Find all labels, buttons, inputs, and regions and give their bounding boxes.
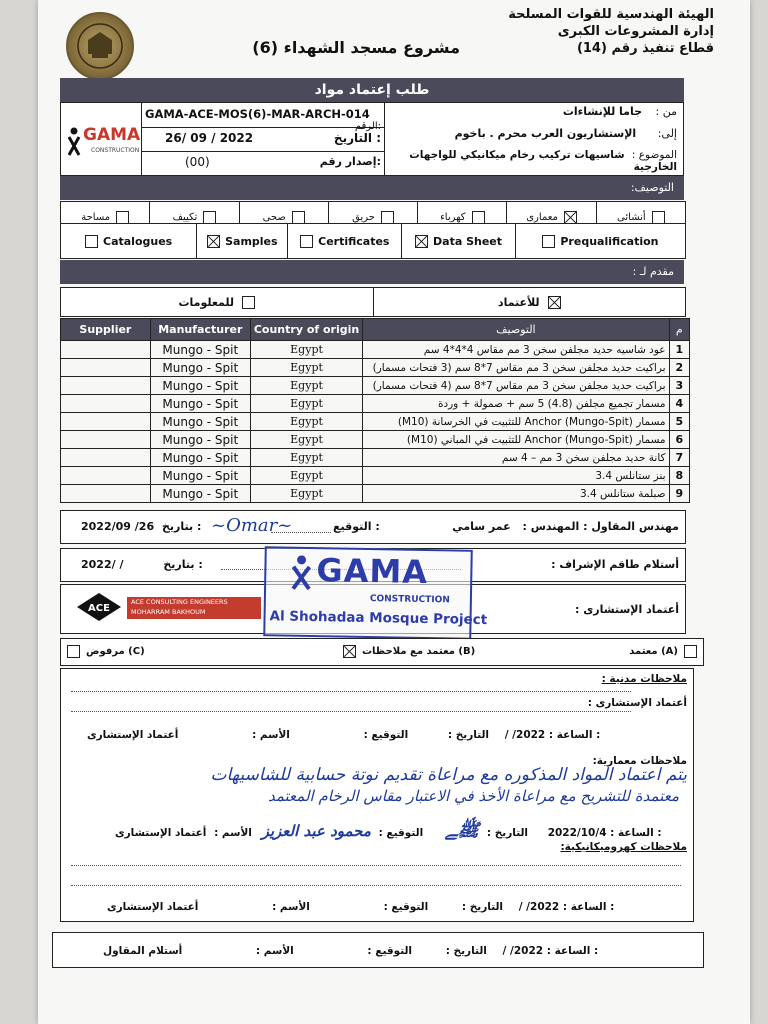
civil-name-label: الأسم : bbox=[252, 729, 290, 741]
stamp-gama-mark-icon bbox=[290, 555, 313, 591]
engineer-label: مهندس المقاول : المهندس : bbox=[522, 520, 679, 533]
cell-description: مسمار Anchor (Mungo-Spit) للتثبيت في الخرسانة (M10) bbox=[363, 413, 669, 431]
cell-manufacturer: Mungo - Spit bbox=[150, 467, 250, 485]
cell-origin: Egypt bbox=[250, 485, 362, 503]
doc-catalogues[interactable]: Catalogues bbox=[61, 224, 196, 258]
status-row bbox=[60, 638, 704, 666]
to-value: الإستشاريون العرب محرم . باخوم bbox=[454, 127, 637, 140]
cell-origin: Egypt bbox=[250, 449, 362, 467]
header-origin: Country of origin bbox=[250, 319, 362, 341]
engineer-signature: ~Omar~ bbox=[211, 515, 293, 536]
cell-supplier bbox=[61, 485, 151, 503]
doc-prequalification[interactable]: Prequalification bbox=[515, 224, 685, 258]
checkbox-hvac[interactable] bbox=[203, 211, 216, 224]
discipline-plumbing[interactable]: صحى bbox=[239, 202, 328, 232]
checkbox-approved-notes[interactable] bbox=[343, 645, 356, 658]
cell-manufacturer: Mungo - Spit bbox=[150, 449, 250, 467]
cell-supplier bbox=[61, 395, 151, 413]
rev-value: (00) bbox=[185, 155, 210, 169]
arch-handwritten-line1: يتم اعتماد المواد المذكوره مع مراعاة تقديم نوتة حسابية للشاسيهات bbox=[210, 765, 687, 785]
cell-no: 5 bbox=[669, 413, 689, 431]
cell-description: براكيت حديد مجلفن سخن 3 مم مقاس 7*8 سم (4 فتحات مسمار) bbox=[363, 377, 669, 395]
table-row bbox=[61, 413, 690, 431]
date-value: 26/ 09 / 2022 bbox=[165, 131, 254, 145]
arch-date-value: 2022/10/4 bbox=[547, 827, 607, 839]
cell-origin: Egypt bbox=[250, 377, 362, 395]
checkbox-datasheet[interactable] bbox=[415, 235, 428, 248]
cell-no: 1 bbox=[669, 341, 689, 359]
cell-description: كانة حديد مجلفن سخن 3 مم – 4 سم bbox=[363, 449, 669, 467]
engineer-date-value: 2022/09 /26 bbox=[81, 520, 155, 533]
org-line-1: الهيئة الهندسية للقوات المسلحة bbox=[508, 7, 714, 22]
svg-text:ACE: ACE bbox=[88, 603, 110, 614]
checkbox-plumbing[interactable] bbox=[292, 211, 305, 224]
mep-sign-label: التوقيع : bbox=[383, 901, 429, 913]
cell-description: بنز ستانلس 3.4 bbox=[363, 467, 669, 485]
header-no: م bbox=[669, 319, 689, 341]
civil-date-label: التاريخ : bbox=[447, 729, 490, 741]
table-row bbox=[61, 485, 690, 503]
mep-approval-label: أعتماد الإستشارى : bbox=[107, 901, 615, 913]
cell-supplier bbox=[61, 341, 151, 359]
stamp-sub: CONSTRUCTION bbox=[369, 594, 450, 606]
civil-approval-label-2: أعتماد الإستشارى : bbox=[87, 729, 601, 741]
subject-value: شاسيهات تركيب رخام ميكانيكي للواجهات الخارجية bbox=[409, 149, 677, 173]
civil-time-label: الساعة : bbox=[548, 729, 593, 741]
cell-manufacturer: Mungo - Spit bbox=[150, 395, 250, 413]
cell-origin: Egypt bbox=[250, 431, 362, 449]
notes-block bbox=[60, 668, 694, 922]
org-line-2: إدارة المشروعات الكبرى bbox=[557, 24, 714, 39]
project-title: مشروع مسجد الشهداء (6) bbox=[252, 38, 460, 57]
cell-description: صبلمة ستانلس 3.4 bbox=[363, 485, 669, 503]
table-row bbox=[61, 449, 690, 467]
cell-origin: Egypt bbox=[250, 359, 362, 377]
emblem-icon bbox=[68, 14, 132, 78]
table-row bbox=[61, 467, 690, 485]
checkbox-rejected[interactable] bbox=[67, 645, 80, 658]
status-approved[interactable]: معتمد (A) bbox=[629, 645, 697, 658]
checkbox-samples[interactable] bbox=[207, 235, 220, 248]
table-row bbox=[61, 395, 690, 413]
mep-date-label: التاريخ : bbox=[461, 901, 504, 913]
gama-mark-icon bbox=[67, 127, 81, 157]
section-submitted-for: مقدم لـ : bbox=[60, 260, 684, 284]
items-table bbox=[60, 318, 690, 503]
status-rejected[interactable]: مرفوض (C) bbox=[67, 645, 145, 658]
cell-description: براكيت حديد مجلفن سخن 3 مم مقاس 7*8 سم (3 فتحات مسمار) bbox=[363, 359, 669, 377]
rev-label: إصدار رقم: bbox=[319, 155, 381, 168]
arch-signature: ﷺﮯ bbox=[444, 820, 480, 841]
discipline-structural[interactable]: أنشائى bbox=[596, 202, 685, 232]
info-block bbox=[60, 102, 684, 176]
discipline-architectural[interactable]: معمارى bbox=[506, 202, 595, 232]
mep-notes-title: ملاحظات كهروميكانيكية: bbox=[560, 841, 687, 853]
discipline-survey[interactable]: مساحة bbox=[61, 202, 149, 232]
cell-manufacturer: Mungo - Spit bbox=[150, 413, 250, 431]
table-row bbox=[61, 341, 690, 359]
cell-supplier bbox=[61, 377, 151, 395]
cell-manufacturer: Mungo - Spit bbox=[150, 485, 250, 503]
ref-label: الرقم: bbox=[354, 121, 381, 132]
checkbox-structural[interactable] bbox=[652, 211, 665, 224]
arch-date-label: التاريخ : bbox=[486, 827, 529, 839]
checkbox-fire[interactable] bbox=[381, 211, 394, 224]
cell-no: 4 bbox=[669, 395, 689, 413]
cell-supplier bbox=[61, 431, 151, 449]
cell-no: 7 bbox=[669, 449, 689, 467]
arch-name-label: الأسم : bbox=[214, 827, 252, 839]
civil-date-value: 2022/ / bbox=[504, 729, 546, 741]
from-label: من : bbox=[655, 105, 677, 118]
receipt-label: أستلام المقاول : bbox=[103, 945, 599, 957]
mep-time-label: الساعة : bbox=[562, 901, 607, 913]
doc-datasheet[interactable]: Data Sheet bbox=[401, 224, 515, 258]
cell-supplier bbox=[61, 449, 151, 467]
ace-logo bbox=[61, 585, 261, 633]
cell-supplier bbox=[61, 413, 151, 431]
cell-origin: Egypt bbox=[250, 467, 362, 485]
civil-sign-label: التوقيع : bbox=[363, 729, 409, 741]
supervision-date-value: 2022/ / bbox=[81, 558, 124, 571]
ace-name-line1: ACE CONSULTING ENGINEERS bbox=[131, 598, 228, 606]
purpose-approval[interactable]: للأعتماد bbox=[373, 288, 686, 316]
table-row bbox=[61, 377, 690, 395]
discipline-fire[interactable]: حريق bbox=[328, 202, 417, 232]
cell-manufacturer: Mungo - Spit bbox=[150, 377, 250, 395]
engineer-sign-label: التوقيع : bbox=[333, 520, 380, 533]
stamp-name: GAMA bbox=[316, 551, 429, 592]
date-label: التاريخ : bbox=[333, 131, 381, 145]
arch-sign-label: التوقيع : bbox=[378, 827, 424, 839]
engineer-name: عمر سامي bbox=[452, 520, 511, 533]
cell-no: 8 bbox=[669, 467, 689, 485]
consultant-label: أعتماد الإستشارى : bbox=[575, 603, 679, 616]
org-line-3: قطاع تنفيذ رقم (14) bbox=[576, 41, 714, 56]
civil-notes-title: ملاحظات مدنية : bbox=[601, 673, 687, 685]
checkbox-certificates[interactable] bbox=[300, 235, 313, 248]
cell-description: مسمار تجميع مجلفن (4.8) 5 سم + صمولة + وردة bbox=[363, 395, 669, 413]
cell-description: عود شاسيه حديد مجلفن سخن 3 مم مقاس 4*4*4 سم bbox=[363, 341, 669, 359]
table-row bbox=[61, 431, 690, 449]
arch-approval-label: أعتماد الإستشارى : bbox=[115, 827, 662, 839]
cell-no: 3 bbox=[669, 377, 689, 395]
from-value: جاما للإنشاءات bbox=[562, 105, 643, 118]
gama-logo: GAMA CONSTRUCTION bbox=[67, 125, 133, 163]
cell-description: مسمار Anchor (Mungo-Spit) للتثبيت في المباني (M10) bbox=[363, 431, 669, 449]
cell-manufacturer: Mungo - Spit bbox=[150, 359, 250, 377]
form-title: طلب إعتماد مواد bbox=[60, 78, 684, 102]
to-label: إلى: bbox=[657, 127, 677, 140]
engineer-date-label: بتاريخ : bbox=[161, 520, 202, 533]
cell-no: 9 bbox=[669, 485, 689, 503]
emblem-logo bbox=[66, 12, 134, 80]
purpose-row bbox=[60, 287, 686, 317]
engineer-block bbox=[60, 510, 686, 544]
cell-origin: Egypt bbox=[250, 395, 362, 413]
cell-origin: Egypt bbox=[250, 341, 362, 359]
stamp-project: Al Shohadaa Mosque Project bbox=[269, 608, 488, 629]
cell-manufacturer: Mungo - Spit bbox=[150, 341, 250, 359]
cell-supplier bbox=[61, 467, 151, 485]
checkbox-electrical[interactable] bbox=[472, 211, 485, 224]
document-type-row bbox=[60, 223, 686, 259]
checkbox-survey[interactable] bbox=[116, 211, 129, 224]
mep-date-value: 2022/ / bbox=[518, 901, 560, 913]
ace-diamond-icon bbox=[77, 593, 121, 621]
receipt-sign-label: التوقيع : bbox=[367, 945, 413, 957]
status-approved-notes[interactable]: معتمد مع ملاحظات (B) bbox=[343, 645, 475, 658]
cell-supplier bbox=[61, 359, 151, 377]
cell-origin: Egypt bbox=[250, 413, 362, 431]
ref-value: GAMA-ACE-MOS(6)-MAR-ARCH-014 bbox=[145, 107, 370, 121]
supervision-label: أستلام طاقم الإشراف : bbox=[551, 558, 679, 571]
supervision-date-label: بتاريخ : bbox=[163, 558, 203, 571]
header-description: التوصيف bbox=[363, 319, 669, 341]
receipt-block bbox=[52, 932, 704, 968]
discipline-hvac[interactable]: تكييف bbox=[149, 202, 238, 232]
table-row bbox=[61, 359, 690, 377]
arch-notes-title: ملاحظات معمارية: bbox=[592, 755, 687, 767]
checkbox-information[interactable] bbox=[242, 296, 255, 309]
ace-name-line2: MOHARRAM BAKHOUM bbox=[131, 608, 206, 616]
arch-time-label: الساعة : bbox=[610, 827, 654, 839]
receipt-name-label: الأسم : bbox=[255, 945, 294, 957]
checkbox-architectural[interactable] bbox=[564, 211, 577, 224]
arch-handwritten-line2: معتمدة للتشريح مع مراعاة الأخذ في الاعتبار مقاس الرخام المعتمد bbox=[267, 787, 679, 805]
checkbox-prequalification[interactable] bbox=[542, 235, 555, 248]
checkbox-approval[interactable] bbox=[548, 296, 561, 309]
receipt-date-value: 2022/ / bbox=[502, 945, 544, 957]
checkbox-approved[interactable] bbox=[684, 645, 697, 658]
checkbox-catalogues[interactable] bbox=[85, 235, 98, 248]
gama-stamp bbox=[263, 546, 488, 640]
arch-name-value: محمود عبد العزيز bbox=[261, 822, 371, 840]
discipline-electrical[interactable]: كهرباء bbox=[417, 202, 506, 232]
cell-no: 6 bbox=[669, 431, 689, 449]
subject-label: الموضوع : bbox=[631, 149, 677, 161]
document-page bbox=[38, 0, 750, 1024]
cell-manufacturer: Mungo - Spit bbox=[150, 431, 250, 449]
doc-certificates[interactable]: Certificates bbox=[287, 224, 401, 258]
cell-no: 2 bbox=[669, 359, 689, 377]
civil-approval-label: أعتماد الإستشارى : bbox=[587, 697, 687, 709]
section-description: التوصيف: bbox=[60, 176, 684, 200]
header-supplier: Supplier bbox=[61, 319, 151, 341]
mep-name-label: الأسم : bbox=[272, 901, 310, 913]
doc-samples[interactable]: Samples bbox=[196, 224, 287, 258]
receipt-date-label: التاريخ : bbox=[445, 945, 487, 957]
purpose-information[interactable]: للمعلومات bbox=[61, 288, 373, 316]
header-manufacturer: Manufacturer bbox=[150, 319, 250, 341]
receipt-time-label: الساعة : bbox=[546, 945, 591, 957]
